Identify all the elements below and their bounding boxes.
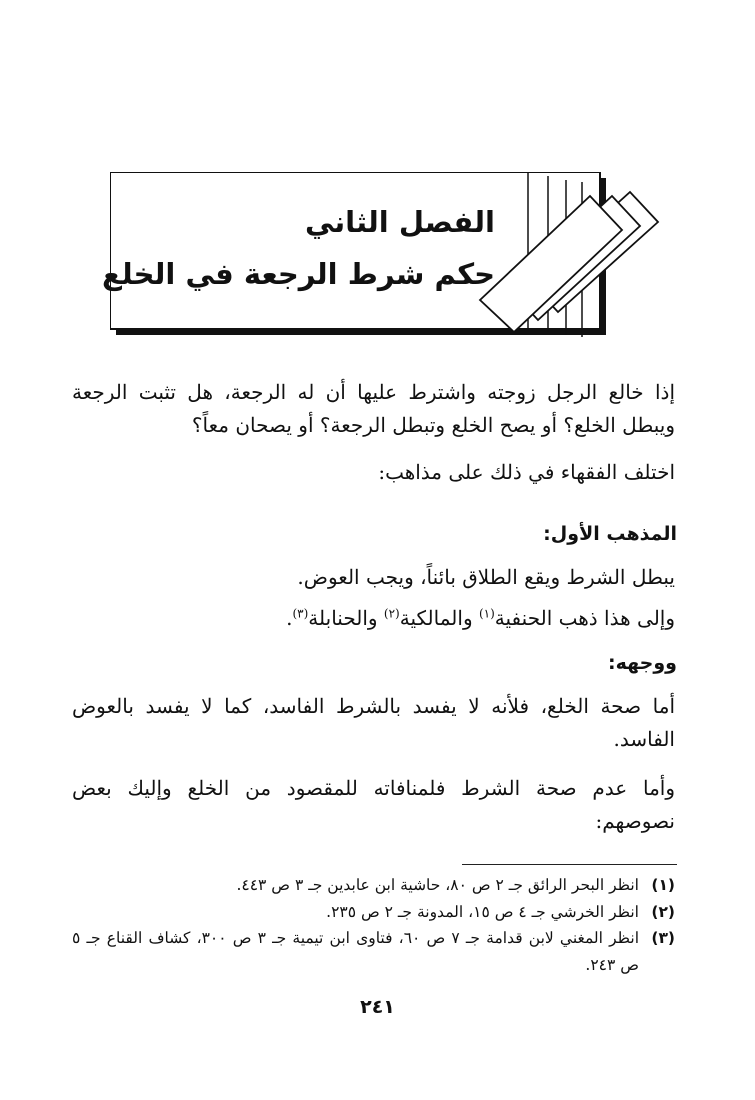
footnote-number: (٢) (651, 902, 675, 921)
footnote-ref-1[interactable]: (١) (478, 606, 495, 621)
footnote-item (72, 872, 675, 899)
school-hanbali: والحنابلة (308, 606, 384, 630)
schools-prefix: وإلى هذا ذهب الحنفية (494, 606, 675, 630)
footnote-ref-2[interactable]: (٢) (383, 606, 400, 621)
footnote-ref-3[interactable]: (٣) (292, 606, 309, 621)
school-maliki: والمالكية (399, 606, 479, 630)
intro-lead: اختلف الفقهاء في ذلك على مذاهب: (378, 460, 675, 484)
footnote-separator (462, 864, 677, 865)
page-number: ٢٤١ (360, 996, 395, 1018)
chapter-title: حكم شرط الرجعة في الخلع (101, 257, 495, 291)
footnote-number: (١) (651, 876, 675, 894)
madhhab-first-heading: المذهب الأول: (543, 523, 677, 545)
madhhab-first-ruling: يبطل الشرط ويقع الطلاق بائناً، ويجب العوض. (297, 565, 675, 589)
schools-end: . (286, 606, 293, 630)
intro-question: إذا خالع الرجل زوجته واشترط عليها أن له الرجعة، هل تثبت الرجعة ويبطل الخلع؟ أو يصح الخلع وتبطل الرجعة؟ أو يصحان معاً؟ (72, 380, 675, 437)
reasoning-paragraph-1: أما صحة الخلع، فلأنه لا يفسد بالشرط الفاسد، كما لا يفسد بالعوض الفاسد. (72, 694, 675, 751)
footnote-text: انظر الخرشي جـ ٤ ص ١٥، المدونة جـ ٢ ص ٢٣٥. (326, 902, 639, 921)
footnote-item (72, 899, 675, 926)
reasoning-heading: ووجهه: (608, 652, 677, 674)
footnote-text: انظر البحر الرائق جـ ٢ ص ٨٠، حاشية ابن عابدين جـ ٣ ص ٤٤٣. (236, 876, 639, 894)
reasoning-paragraph-2: وأما عدم صحة الشرط فلمنافاته للمقصود من الخلع وإليك بعض نصوصهم: (72, 776, 675, 833)
footnote-number: (٣) (651, 929, 675, 947)
chapter-title-block (101, 196, 495, 300)
footnotes (72, 872, 675, 978)
madhhab-first-schools (286, 606, 675, 630)
footnote-text: انظر المغني لابن قدامة جـ ٧ ص ٦٠، فتاوى ابن تيمية جـ ٣ ص ٣٠٠، كشاف القناع جـ ٥ ص ٢٤٣. (72, 929, 640, 974)
footnote-item (72, 925, 675, 978)
chapter-label: الفصل الثاني (304, 205, 495, 239)
